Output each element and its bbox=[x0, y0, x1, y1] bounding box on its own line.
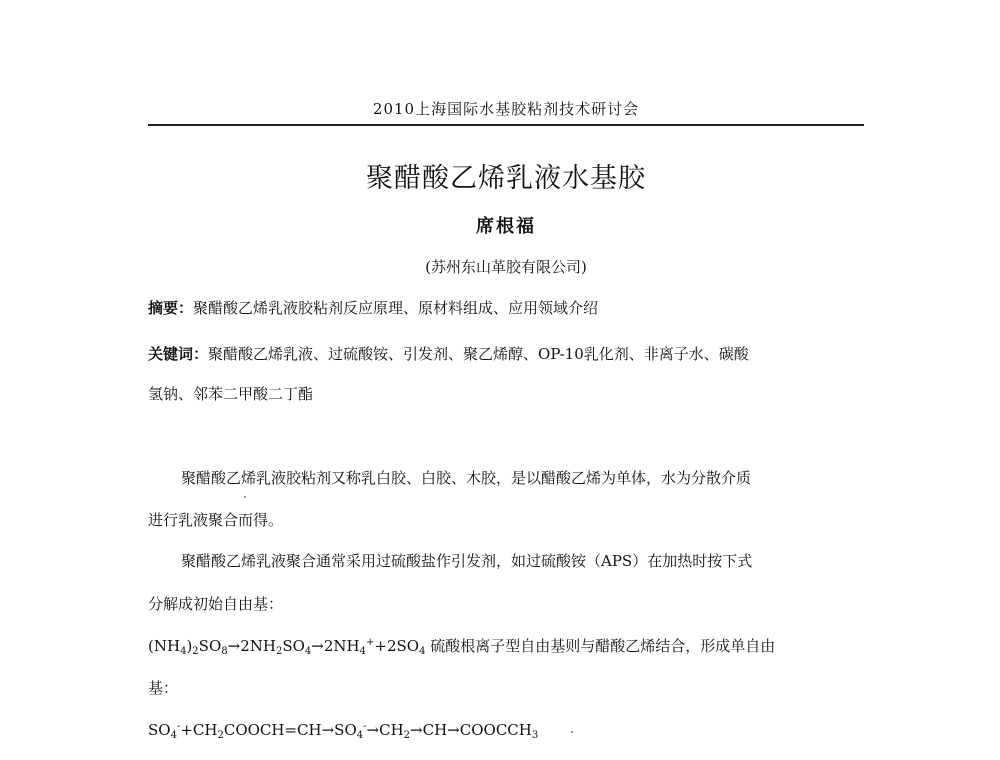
paper-title: 聚醋酸乙烯乳液水基胶 bbox=[366, 163, 646, 194]
scan-speck bbox=[244, 496, 246, 498]
abstract-label: 摘要： bbox=[148, 299, 194, 317]
scan-speck bbox=[571, 731, 573, 733]
abstract-text: 聚醋酸乙烯乳液胶粘剂反应原理、原材料组成、应用领域介绍 bbox=[193, 299, 599, 317]
equation-1-explanation: 硫酸根离子型自由基则与醋酸乙烯结合，形成单自由 bbox=[430, 637, 776, 655]
keywords-text-line1: 聚醋酸乙烯乳液、过硫酸铵、引发剂、聚乙烯醇、OP-10乳化剂、非离子水、碳酸 bbox=[208, 345, 749, 363]
paragraph-2-line-2: 分解成初始自由基： bbox=[148, 595, 284, 613]
paragraph-2-line-1: 聚醋酸乙烯乳液聚合通常采用过硫酸盐作引发剂，如过硫酸铵（APS）在加热时按下式 bbox=[181, 552, 753, 570]
equation-1-line bbox=[148, 634, 864, 658]
paragraph-1-line-1: 聚醋酸乙烯乳液胶粘剂又称乳白胶、白胶、木胶，是以醋酸乙烯为单体，水为分散介质 bbox=[181, 469, 752, 487]
running-header: 2010上海国际水基胶粘剂技术研讨会 bbox=[372, 100, 640, 118]
abstract bbox=[148, 296, 864, 320]
affiliation: (苏州东山革胶有限公司) bbox=[425, 258, 587, 276]
equation-2: $SO_4^-+CH_2COOCH=CH\to SO_4^-\to CH_2\to CH\to COOCCH_3$ bbox=[148, 721, 539, 741]
paragraph-1-line-2: 进行乳液聚合而得。 bbox=[148, 511, 284, 529]
equation-1-continuation: 基： bbox=[148, 679, 179, 697]
keywords bbox=[148, 342, 864, 366]
author-name: 席根福 bbox=[476, 216, 536, 237]
header-rule bbox=[148, 124, 864, 126]
keywords-label: 关键词： bbox=[148, 345, 209, 363]
equation-1: $(NH_4)_2SO_8\to 2NH_2SO_4\to 2NH_4^++2SO_4$ bbox=[148, 637, 426, 657]
keywords-text-line2: 氢钠、邻苯二甲酸二丁酯 bbox=[148, 385, 314, 403]
equation-2-line bbox=[148, 718, 864, 742]
